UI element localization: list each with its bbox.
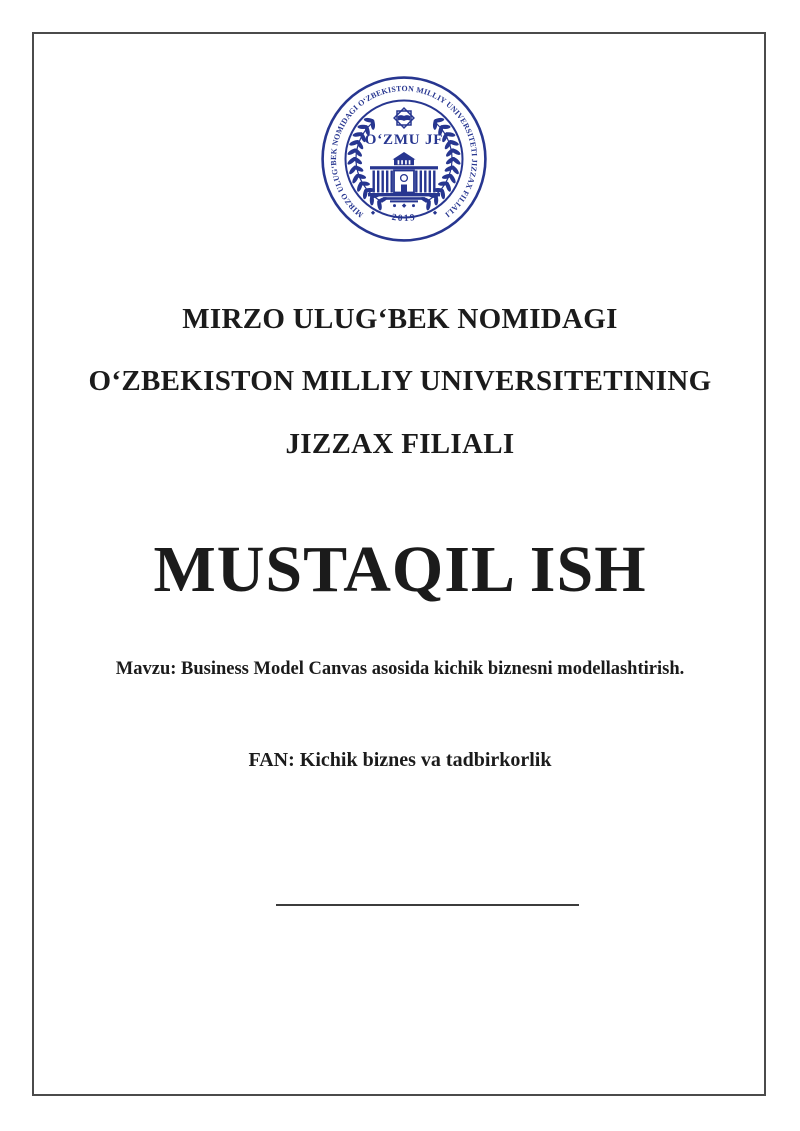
subject-label: FAN: [248, 749, 295, 771]
university-logo [320, 75, 488, 243]
document-title: MUSTAQIL ISH [153, 533, 647, 606]
open-book-icon [398, 115, 410, 121]
building-base-ornament-icon [393, 203, 415, 208]
university-name-line-2: O‘ZBEKISTON MILLIY UNIVERSITETINING [88, 365, 712, 397]
subject-line [0, 750, 800, 770]
topic-label: Mavzu: [115, 659, 177, 679]
signature-line [276, 904, 579, 906]
topic-line [0, 660, 800, 679]
subject-text: Kichik biznes va tadbirkorlik [299, 749, 552, 771]
university-name-line-1: MIRZO ULUG‘BEK NOMIDAGI [182, 303, 618, 335]
logo-ring-text: MIRZO ULUG‘BEK NOMIDAGI O‘ZBEKISTON MILLIY UNIVERSITETI JIZZAX FILIALI [328, 83, 480, 220]
university-building-icon [368, 152, 440, 202]
logo-year: 2019 [390, 212, 418, 225]
topic-text: Business Model Canvas asosida kichik biznesni modellashtirish. [181, 659, 685, 679]
logo-acronym: O‘ZMU JF [364, 132, 444, 148]
university-name-line-3: JIZZAX FILIALI [285, 428, 515, 460]
